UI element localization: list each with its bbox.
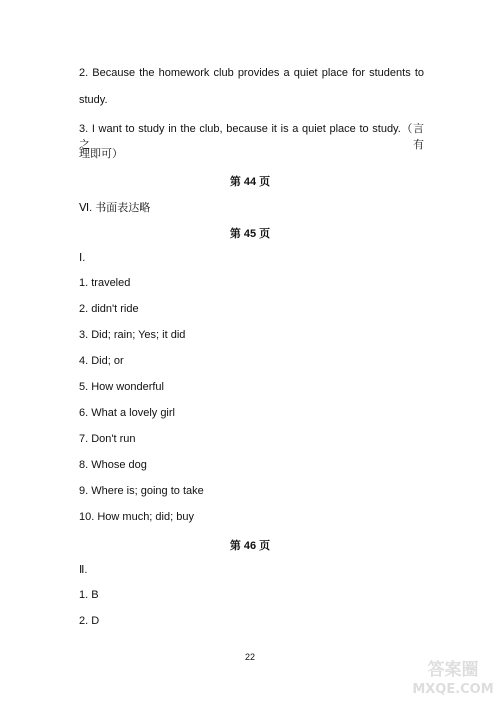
answer-item: 6. What a lovely girl: [79, 407, 175, 419]
page-number: 22: [244, 652, 255, 662]
watermark-logo: [412, 655, 494, 699]
section-i-label: Ⅰ.: [79, 252, 86, 264]
answer-2-line-1: 2. Because the homework club provides a quiet place for students to: [79, 67, 424, 79]
answer-item: 3. Did; rain; Yes; it did: [79, 329, 186, 341]
answer-2-line-2: study.: [79, 94, 108, 106]
answer-item: 8. Whose dog: [79, 459, 147, 471]
answer-item: 2. didn't ride: [79, 303, 139, 315]
answer-3-line-1: 3. I want to study in the club, because it is a quiet place to study.（言之有: [79, 123, 424, 151]
answer-item: 5. How wonderful: [79, 381, 164, 393]
section-ii-label: Ⅱ.: [79, 564, 88, 576]
answer-item: 7. Don't run: [79, 433, 136, 445]
watermark-line-1: 答案圈: [427, 660, 479, 680]
answer-item: 4. Did; or: [79, 355, 124, 367]
page-46-heading: 第 46 页: [229, 540, 271, 552]
page-44-heading: 第 44 页: [229, 176, 271, 188]
watermark-line-2: MXQE.COM: [412, 682, 494, 697]
answer-3-line-2: 理即可）: [79, 148, 123, 160]
section-vi: Ⅵ. 书面表达略: [79, 202, 151, 214]
answer-item: 10. How much; did; buy: [79, 511, 194, 523]
answer-item: 1. B: [79, 589, 99, 601]
answer-item: 1. traveled: [79, 277, 131, 289]
answer-item: 2. D: [79, 615, 100, 627]
page-45-heading: 第 45 页: [229, 228, 271, 240]
answer-item: 9. Where is; going to take: [79, 485, 204, 497]
